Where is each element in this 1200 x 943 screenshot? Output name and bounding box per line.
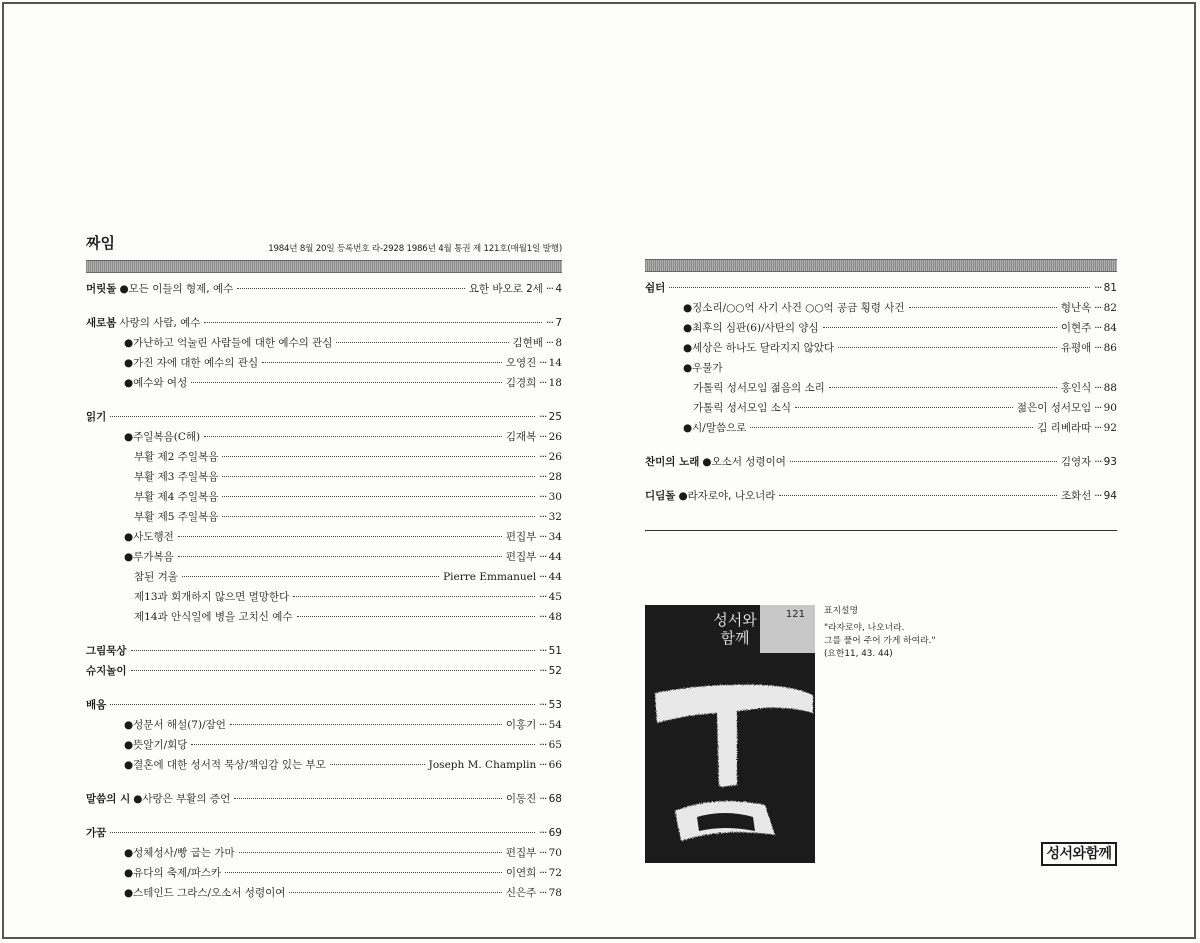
dot-leader xyxy=(297,616,536,617)
toc-entry xyxy=(645,298,1117,318)
toc-title-text: ●오소서 성령이여 xyxy=(702,456,786,468)
toc-author: 이홍기 xyxy=(505,719,537,731)
toc-section-label: 머릿돌 xyxy=(86,283,117,295)
toc-entry-title xyxy=(86,823,106,843)
toc-title-text: ●징소리/○○억 사기 사건 ○○억 공금 횡령 사건 xyxy=(683,302,905,314)
toc-entry xyxy=(86,883,562,903)
toc-page-number: ··· 68 xyxy=(539,789,562,809)
toc-title-text: ●주일복음(C해) xyxy=(124,431,201,443)
dot-leader xyxy=(293,596,535,597)
toc-entry-title xyxy=(134,487,218,507)
toc-title-text: ●모든 이들의 형제, 예수 xyxy=(119,283,234,295)
toc-title-text: 가톨릭 성서모임 젊음의 소리 xyxy=(693,382,825,394)
toc-entry-title xyxy=(645,486,775,506)
toc-page-number: ··· 65 xyxy=(539,735,562,755)
dot-leader xyxy=(131,670,536,671)
dot-leader xyxy=(909,307,1057,308)
toc-author: Pierre Emmanuel xyxy=(443,571,537,583)
toc-page-number: ··· 66 xyxy=(539,755,562,775)
dot-leader xyxy=(222,496,535,497)
toc-author: 유평애 xyxy=(1060,342,1092,354)
toc-entry-title xyxy=(124,883,285,903)
toc-entry-title xyxy=(693,378,825,398)
toc-page-number: ··· 26 xyxy=(539,447,562,467)
dot-leader xyxy=(779,495,1056,496)
toc-title-text: ●세상은 하나도 달라지지 않았다 xyxy=(683,342,835,354)
toc-section-label: 말씀의 시 xyxy=(86,793,131,805)
toc-right xyxy=(645,278,1117,506)
dot-leader xyxy=(222,516,535,517)
toc-page-number: ··· 7 xyxy=(546,313,562,333)
toc-page-number: ··· 18 xyxy=(539,373,562,393)
toc-entry-title xyxy=(683,318,819,338)
toc-entry xyxy=(86,661,562,681)
toc-entry-title xyxy=(134,447,218,467)
dot-leader xyxy=(230,724,502,725)
caption-line1: "라자로야, 나오너라. xyxy=(824,623,905,633)
toc-title-text: ●사랑은 부활의 증언 xyxy=(133,793,231,805)
caption-line2: 그를 풀어 주어 가게 하여라." xyxy=(824,636,936,646)
toc-title-text: 참된 겨울 xyxy=(134,571,178,583)
cover-image xyxy=(645,605,815,863)
toc-entry-title xyxy=(86,407,106,427)
toc-author: 이연희 xyxy=(505,867,537,879)
dot-leader xyxy=(234,798,502,799)
toc-title-text: ●뜻알기/회당 xyxy=(124,739,188,751)
toc-entry-title xyxy=(124,755,326,775)
dot-leader xyxy=(838,347,1057,348)
caption-heading: 표지설명 xyxy=(824,606,858,616)
toc-page-number: ··· 82 xyxy=(1094,298,1117,318)
toc-title-text: ●가난하고 억눌린 사람들에 대한 예수의 관심 xyxy=(124,337,333,349)
toc-page-number: ··· 44 xyxy=(539,547,562,567)
dot-leader xyxy=(178,536,502,537)
toc-title-text: ●최후의 심판(6)/사탄의 양심 xyxy=(683,322,819,334)
toc-entry xyxy=(86,447,562,467)
left-page xyxy=(86,230,562,903)
toc-page-number: ··· 70 xyxy=(539,843,562,863)
toc-page-number: ··· 25 xyxy=(539,407,562,427)
toc-entry-title xyxy=(124,843,235,863)
toc-entry-title xyxy=(693,398,791,418)
toc-entry-title xyxy=(124,527,174,547)
toc-entry-title xyxy=(86,313,200,333)
toc-entry-title xyxy=(683,338,834,358)
publication-info: 1984년 8월 20일 등록번호 라-2928 1986년 4월 통권 제 121호(매월1일 발행) xyxy=(268,244,562,254)
dot-leader xyxy=(191,382,502,383)
toc-author: 신은주 xyxy=(505,887,537,899)
toc-entry xyxy=(86,279,562,299)
dot-leader xyxy=(262,362,502,363)
toc-author: 김영자 xyxy=(1060,456,1092,468)
dot-leader xyxy=(110,416,535,417)
page-title: 짜임 xyxy=(86,234,115,252)
toc-section-label: 슈지놀이 xyxy=(86,665,127,677)
toc-entry-title xyxy=(134,567,178,587)
toc-author: 요한 바오로 2세 xyxy=(468,283,543,295)
toc-section-label: 그림묵상 xyxy=(86,645,127,657)
dot-leader xyxy=(239,852,502,853)
toc-title-text: ●라자로야, 나오너라 xyxy=(678,490,776,502)
toc-page-number: ··· 78 xyxy=(539,883,562,903)
toc-entry xyxy=(86,467,562,487)
divider-line xyxy=(645,530,1117,531)
toc-entry-title xyxy=(86,279,233,299)
toc-entry xyxy=(86,427,562,447)
toc-page-number: ··· 30 xyxy=(539,487,562,507)
dot-leader xyxy=(795,407,1013,408)
toc-entry-title xyxy=(134,607,293,627)
toc-title-text: ●루가복음 xyxy=(124,551,174,563)
toc-entry xyxy=(645,418,1117,438)
dot-leader xyxy=(790,461,1057,462)
toc-entry xyxy=(86,547,562,567)
toc-page-number: ··· 72 xyxy=(539,863,562,883)
toc-entry-title xyxy=(124,863,221,883)
toc-title-text: ●결혼에 대한 성서적 묵상/책임감 있는 부모 xyxy=(124,759,326,771)
toc-entry-title xyxy=(134,507,218,527)
toc-entry xyxy=(86,313,562,333)
toc-title-text: ●스테인드 그라스/오소서 성령이여 xyxy=(124,887,286,899)
dot-leader xyxy=(191,744,535,745)
toc-author: 김현배 xyxy=(512,337,543,349)
toc-author: 편집부 xyxy=(505,531,537,543)
dot-leader xyxy=(336,342,508,343)
page-header xyxy=(86,230,562,256)
dot-leader xyxy=(131,650,536,651)
toc-page-number: ··· 84 xyxy=(1094,318,1117,338)
dot-leader xyxy=(289,892,501,893)
dot-leader xyxy=(669,287,1090,288)
toc-section-label: 디딤돌 xyxy=(645,490,676,502)
toc-page-number: ··· 92 xyxy=(1094,418,1117,438)
cover-issue-number: 121 xyxy=(785,609,805,620)
toc-entry xyxy=(86,695,562,715)
dot-leader xyxy=(829,387,1057,388)
toc-author: 김 리베라따 xyxy=(1037,422,1092,434)
toc-section-label: 새로봄 xyxy=(86,317,117,329)
toc-entry-title xyxy=(124,353,258,373)
toc-entry xyxy=(86,715,562,735)
toc-entry-title xyxy=(124,373,187,393)
toc-page-number: ··· 8 xyxy=(546,333,562,353)
toc-entry xyxy=(86,353,562,373)
toc-entry xyxy=(86,641,562,661)
cover-caption xyxy=(824,605,1024,661)
magazine-logo: 성서와함께 xyxy=(1041,842,1117,866)
toc-page-number: ··· 32 xyxy=(539,507,562,527)
header-shade-bar xyxy=(86,260,562,273)
toc-entry-title xyxy=(124,427,200,447)
dot-leader xyxy=(225,872,502,873)
toc-page-number: ··· 26 xyxy=(539,427,562,447)
toc-entry-title xyxy=(124,547,174,567)
toc-entry-title xyxy=(86,641,127,661)
toc-title-text: ●가진 자에 대한 예수의 관심 xyxy=(124,357,259,369)
toc-page-number: ··· 94 xyxy=(1094,486,1117,506)
toc-entry xyxy=(86,507,562,527)
toc-author: 편집부 xyxy=(505,551,537,563)
toc-entry-title xyxy=(645,452,786,472)
toc-entry-title xyxy=(645,278,665,298)
toc-section-label: 읽기 xyxy=(86,411,107,423)
toc-author: 형난옥 xyxy=(1060,302,1092,314)
toc-page-number: ··· 88 xyxy=(1094,378,1117,398)
toc-title-text: 부활 제4 주일복음 xyxy=(134,491,219,503)
toc-title-text: ●우물가 xyxy=(683,362,723,374)
toc-entry-title xyxy=(86,695,106,715)
cover-title-line2: 함께 xyxy=(720,629,750,647)
toc-title-text: ●성체성사/빵 굽는 가마 xyxy=(124,847,235,859)
toc-entry-title xyxy=(134,587,289,607)
toc-entry xyxy=(645,398,1117,418)
dot-leader xyxy=(110,832,535,833)
toc-entry xyxy=(645,278,1117,298)
cover-title xyxy=(705,611,765,647)
dot-leader xyxy=(222,476,535,477)
toc-title-text: 가톨릭 성서모임 소식 xyxy=(693,402,791,414)
toc-page-number: ··· 14 xyxy=(539,353,562,373)
dot-leader xyxy=(204,322,542,323)
toc-entry-title xyxy=(683,418,746,438)
toc-page-number: ··· 69 xyxy=(539,823,562,843)
toc-entry xyxy=(645,358,1117,378)
dot-leader xyxy=(178,556,502,557)
toc-title-text: 제13과 회개하지 않으면 멸망한다 xyxy=(134,591,290,603)
toc-title-text: 부활 제5 주일복음 xyxy=(134,511,219,523)
toc-page-number: ··· 44 xyxy=(539,567,562,587)
toc-entry xyxy=(86,587,562,607)
toc-title-text: ●시/말씀으로 xyxy=(683,422,747,434)
toc-section-label: 가꿈 xyxy=(86,827,107,839)
dot-leader xyxy=(330,764,425,765)
toc-entry xyxy=(86,407,562,427)
toc-entry xyxy=(86,755,562,775)
toc-page-number: ··· 45 xyxy=(539,587,562,607)
toc-author: 이현주 xyxy=(1060,322,1092,334)
dot-leader xyxy=(750,427,1033,428)
toc-entry xyxy=(645,452,1117,472)
toc-author: 오영진 xyxy=(505,357,537,369)
toc-entry xyxy=(86,333,562,353)
toc-page-number: ··· 48 xyxy=(539,607,562,627)
toc-page-number: ··· 53 xyxy=(539,695,562,715)
toc-title-text: ●예수와 여성 xyxy=(124,377,188,389)
toc-title-text: ●성문서 해설(7)/잠언 xyxy=(124,719,226,731)
toc-page-number: ··· 4 xyxy=(546,279,562,299)
toc-entry xyxy=(86,863,562,883)
toc-author: 젊은이 성서모임 xyxy=(1016,402,1092,414)
toc-entry-title xyxy=(124,735,187,755)
toc-title-text: 사랑의 사람, 예수 xyxy=(119,317,201,329)
toc-page-number: ··· 93 xyxy=(1094,452,1117,472)
toc-entry xyxy=(86,735,562,755)
toc-entry xyxy=(86,373,562,393)
toc-title-text: 부활 제3 주일복음 xyxy=(134,471,219,483)
toc-section-label: 찬미의 노래 xyxy=(645,456,700,468)
toc-page-number: ··· 86 xyxy=(1094,338,1117,358)
toc-title-text: 부활 제2 주일복음 xyxy=(134,451,219,463)
toc-entry-title xyxy=(683,358,723,378)
dot-leader xyxy=(222,456,535,457)
toc-entry-title xyxy=(86,661,127,681)
toc-entry xyxy=(86,843,562,863)
toc-author: 편집부 xyxy=(505,847,537,859)
toc-author: Joseph M. Champlin xyxy=(428,759,537,771)
dot-leader xyxy=(237,288,464,289)
toc-page-number: ··· 81 xyxy=(1094,278,1117,298)
toc-entry xyxy=(86,527,562,547)
toc-entry-title xyxy=(86,789,230,809)
toc-left xyxy=(86,279,562,903)
toc-entry-title xyxy=(683,298,905,318)
toc-page-number: ··· 28 xyxy=(539,467,562,487)
toc-entry xyxy=(86,607,562,627)
toc-entry-title xyxy=(134,467,218,487)
toc-entry-title xyxy=(124,333,332,353)
toc-page-number: ··· 51 xyxy=(539,641,562,661)
toc-entry xyxy=(86,823,562,843)
toc-author: 이동진 xyxy=(505,793,537,805)
dot-leader xyxy=(110,704,535,705)
toc-entry xyxy=(86,487,562,507)
cover-title-line1: 성서와 xyxy=(713,611,757,629)
toc-page-number: ··· 34 xyxy=(539,527,562,547)
dot-leader xyxy=(204,436,502,437)
right-page xyxy=(645,255,1117,531)
toc-entry xyxy=(86,567,562,587)
toc-entry xyxy=(645,378,1117,398)
toc-section-label: 배움 xyxy=(86,699,107,711)
toc-entry xyxy=(645,486,1117,506)
dot-leader xyxy=(182,576,439,577)
toc-section-label: 쉼터 xyxy=(645,282,666,294)
toc-page-number: ··· 54 xyxy=(539,715,562,735)
toc-page-number: ··· 52 xyxy=(539,661,562,681)
toc-author: 조화선 xyxy=(1060,490,1092,502)
toc-author: 김경희 xyxy=(505,377,537,389)
dot-leader xyxy=(823,327,1057,328)
toc-author: 홍인식 xyxy=(1060,382,1092,394)
toc-title-text: 제14과 안식일에 병을 고치신 예수 xyxy=(134,611,293,623)
toc-entry xyxy=(645,318,1117,338)
toc-title-text: ●사도행전 xyxy=(124,531,174,543)
caption-line3: (요한11, 43. 44) xyxy=(824,649,893,659)
toc-title-text: ●유다의 축제/파스카 xyxy=(124,867,222,879)
toc-entry xyxy=(645,338,1117,358)
header-shade-bar-right xyxy=(645,259,1117,272)
toc-page-number: ··· 90 xyxy=(1094,398,1117,418)
toc-entry-title xyxy=(124,715,226,735)
toc-entry xyxy=(86,789,562,809)
toc-author: 김재복 xyxy=(505,431,537,443)
